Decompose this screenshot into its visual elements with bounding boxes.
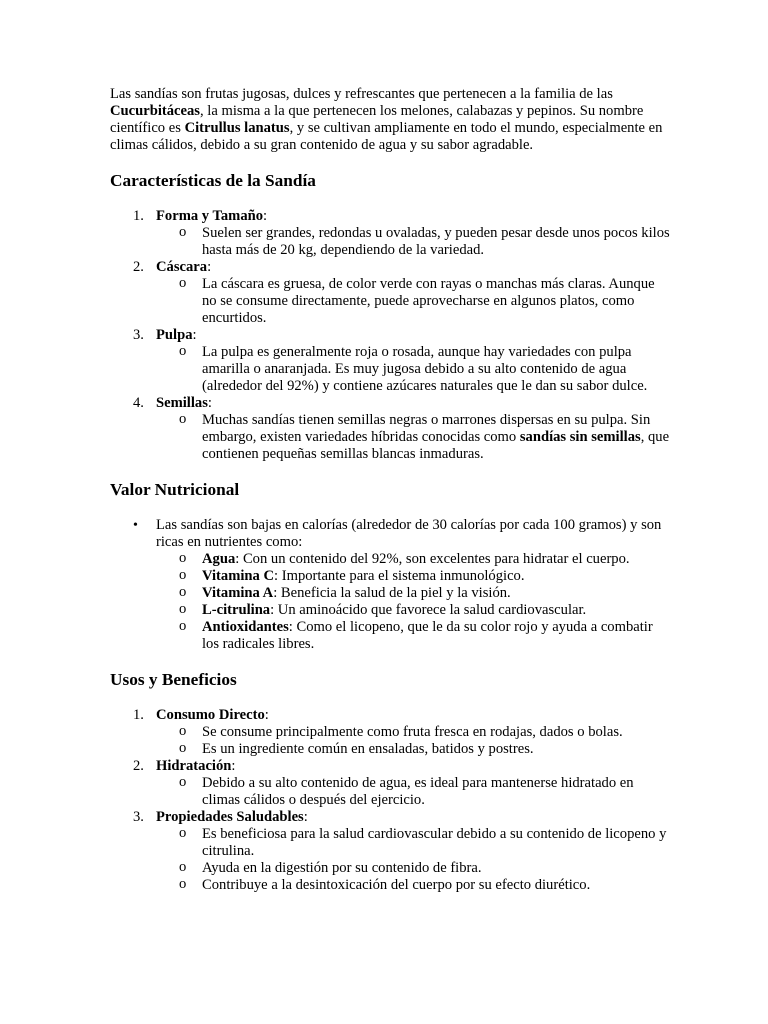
heading-caracteristicas: Características de la Sandía <box>110 171 316 190</box>
item-colon: : <box>231 758 236 774</box>
sub-text: La cáscara es gruesa, de color verde con rayas o manchas más claras. Aunque no se consume directamente, puede aprovecharse en algunos platos, como encurtidos. <box>202 276 655 326</box>
usos-list <box>110 707 670 894</box>
list-item <box>110 327 670 395</box>
document-page <box>110 86 670 894</box>
sub-bullet: o <box>179 618 187 634</box>
intro-family: Cucurbitáceas <box>110 103 200 119</box>
item-number: 3. <box>133 327 144 343</box>
sub-text: Muchas sandías tienen semillas negras o marrones dispersas en su pulpa. Sin embargo, existen variedades híbridas conocidas como <box>202 412 651 445</box>
list-item <box>110 259 670 327</box>
item-title: Cáscara <box>156 259 208 275</box>
nutrient-name: Antioxidantes <box>202 619 289 635</box>
item-title: Hidratación <box>156 758 232 774</box>
sub-item <box>110 741 670 758</box>
sub-text: Es un ingrediente común en ensaladas, batidos y postres. <box>202 741 534 757</box>
item-number: 2. <box>133 259 144 275</box>
sub-bullet: o <box>179 825 187 841</box>
item-number: 3. <box>133 809 144 825</box>
nutrient-text: : Beneficia la salud de la piel y la visión. <box>273 585 511 601</box>
sub-item <box>110 860 670 877</box>
nutricional-lead: Las sandías son bajas en calorías (alrededor de 30 calorías por cada 100 gramos) y son ricas en nutrientes como: <box>156 517 662 550</box>
nutrient-name: Vitamina C <box>202 568 275 584</box>
item-colon: : <box>303 809 308 825</box>
intro-text-1: Las sandías son frutas jugosas, dulces y refrescantes que pertenecen a la familia de las <box>110 86 613 102</box>
nutrient-name: Agua <box>202 551 236 567</box>
item-title: Propiedades Saludables <box>156 809 304 825</box>
sub-item <box>110 602 670 619</box>
item-title: Semillas <box>156 395 208 411</box>
intro-scientific-name: Citrullus lanatus <box>184 120 290 136</box>
nutrient-text: : Importante para el sistema inmunológico. <box>274 568 525 584</box>
heading-valor-nutricional: Valor Nutricional <box>110 480 240 499</box>
item-colon: : <box>192 327 197 343</box>
sub-item <box>110 344 670 395</box>
nutrient-text: : Con un contenido del 92%, son excelentes para hidratar el cuerpo. <box>235 551 630 567</box>
sub-bullet: o <box>179 601 187 617</box>
sub-item <box>110 585 670 602</box>
sub-bullet: o <box>179 343 187 359</box>
sub-item <box>110 775 670 809</box>
list-item <box>110 517 670 653</box>
heading-usos-beneficios: Usos y Beneficios <box>110 670 237 689</box>
nutrient-text: : Como el licopeno, que le da su color rojo y ayuda a combatir los radicales libres. <box>202 619 653 652</box>
sub-text: Contribuye a la desintoxicación del cuerpo por su efecto diurético. <box>202 877 591 893</box>
item-title: Forma y Tamaño <box>156 208 264 224</box>
sub-bullet: o <box>179 224 187 240</box>
sub-text: Se consume principalmente como fruta fresca en rodajas, dados o bolas. <box>202 724 623 740</box>
sub-item <box>110 877 670 894</box>
sub-bullet: o <box>179 774 187 790</box>
item-colon: : <box>207 259 212 275</box>
item-colon: : <box>264 707 269 723</box>
sub-bullet: o <box>179 740 187 756</box>
nutrient-name: Vitamina A <box>202 585 274 601</box>
sub-bold-text: sandías sin semillas <box>519 429 641 445</box>
sub-item <box>110 619 670 653</box>
list-item <box>110 208 670 259</box>
sub-text: Es beneficiosa para la salud cardiovascular debido a su contenido de licopeno y citrulina. <box>202 826 667 859</box>
sub-bullet: o <box>179 275 187 291</box>
sub-bullet: o <box>179 411 187 427</box>
sub-bullet: o <box>179 567 187 583</box>
sub-item <box>110 551 670 568</box>
nutrient-text: : Un aminoácido que favorece la salud cardiovascular. <box>270 602 587 618</box>
item-title: Pulpa <box>156 327 193 343</box>
list-item <box>110 707 670 758</box>
sub-text: Suelen ser grandes, redondas u ovaladas, y pueden pesar desde unos pocos kilos hasta más de 20 kg, dependiendo de la variedad. <box>202 225 670 258</box>
sub-text: Debido a su alto contenido de agua, es ideal para mantenerse hidratado en climas cálidos o después del ejercicio. <box>202 775 634 808</box>
item-number: 1. <box>133 208 144 224</box>
nutricional-list <box>110 517 670 653</box>
sub-item <box>110 225 670 259</box>
item-title: Consumo Directo <box>156 707 265 723</box>
sub-item <box>110 568 670 585</box>
sub-bullet: o <box>179 876 187 892</box>
sub-bullet: o <box>179 584 187 600</box>
sub-item <box>110 412 670 463</box>
sub-bullet: o <box>179 723 187 739</box>
bullet: • <box>133 518 138 533</box>
intro-text-2: , la misma a la que pertenecen los melones, calabazas y pepinos. Su nombre científico es <box>110 103 644 136</box>
sub-item <box>110 276 670 327</box>
sub-text: , que contienen pequeñas semillas blancas inmaduras. <box>202 429 670 462</box>
item-colon: : <box>207 395 212 411</box>
sub-bullet: o <box>179 859 187 875</box>
sub-item <box>110 724 670 741</box>
sub-item <box>110 826 670 860</box>
item-number: 2. <box>133 758 144 774</box>
list-item <box>110 758 670 809</box>
item-number: 1. <box>133 707 144 723</box>
list-item <box>110 809 670 894</box>
sub-text: Ayuda en la digestión por su contenido de fibra. <box>202 860 482 876</box>
item-number: 4. <box>133 395 144 411</box>
nutrient-name: L-citrulina <box>202 602 271 618</box>
item-colon: : <box>263 208 268 224</box>
sub-bullet: o <box>179 550 187 566</box>
intro-paragraph <box>110 86 670 154</box>
caracteristicas-list <box>110 208 670 463</box>
sub-text: La pulpa es generalmente roja o rosada, aunque hay variedades con pulpa amarilla o anaranjada. Es muy jugosa debido a su alto contenido de agua (alrededor del 92%) y contiene azúcares naturales que le dan su sabor dulce. <box>202 344 648 394</box>
list-item <box>110 395 670 463</box>
intro-text-3: , y se cultivan ampliamente en todo el mundo, especialmente en climas cálidos, debido a su gran contenido de agua y su sabor agradable. <box>110 120 663 153</box>
